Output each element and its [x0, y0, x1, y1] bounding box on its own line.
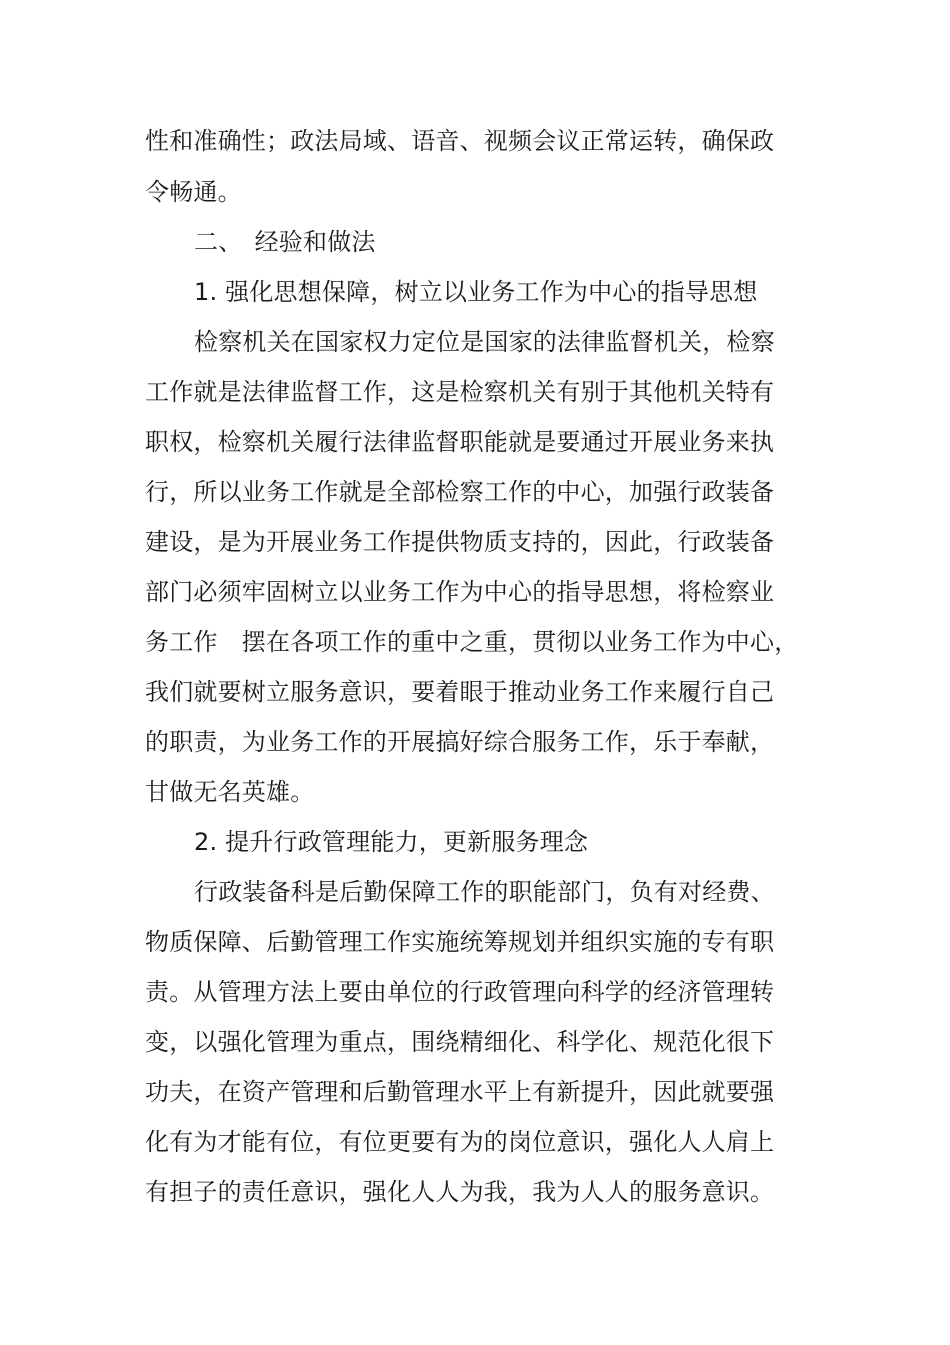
- subsection-heading: 2. 提升行政管理能力，更新服务理念: [194, 828, 589, 856]
- paragraph-line: 检察机关在国家权力定位是国家的法律监督机关，检察: [194, 328, 775, 356]
- paragraph-line: 变，以强化管理为重点，围绕精细化、科学化、规范化很下: [145, 1028, 775, 1056]
- paragraph-line: 有担子的责任意识，强化人人为我，我为人人的服务意识。: [145, 1178, 775, 1206]
- paragraph-line: 责。从管理方法上要由单位的行政管理向科学的经济管理转: [145, 978, 775, 1006]
- paragraph-line: 部门必须牢固树立以业务工作为中心的指导思想，将检察业: [145, 578, 775, 606]
- paragraph-line: 我们就要树立服务意识，要着眼于推动业务工作来履行自己: [145, 678, 775, 706]
- paragraph-line: 功夫，在资产管理和后勤管理水平上有新提升，因此就要强: [145, 1078, 775, 1106]
- paragraph-line: 工作就是法律监督工作，这是检察机关有别于其他机关特有: [145, 378, 775, 406]
- subsection-heading: 1. 强化思想保障，树立以业务工作为中心的指导思想: [194, 278, 758, 306]
- paragraph-line: 化有为才能有位，有位更要有为的岗位意识，强化人人肩上: [145, 1128, 775, 1156]
- paragraph-line: 物质保障、后勤管理工作实施统筹规划并组织实施的专有职: [145, 928, 775, 956]
- paragraph-line: 令畅通。: [145, 178, 242, 206]
- paragraph-line: 甘做无名英雄。: [145, 778, 315, 806]
- paragraph-line: 建设，是为开展业务工作提供物质支持的，因此，行政装备: [145, 528, 775, 556]
- paragraph-line: 行政装备科是后勤保障工作的职能部门，负有对经费、: [194, 878, 775, 906]
- paragraph-line: 务工作 摆在各项工作的重中之重，贯彻以业务工作为中心，: [145, 628, 799, 656]
- section-heading: 二、 经验和做法: [194, 228, 376, 256]
- paragraph-line: 行，所以业务工作就是全部检察工作的中心，加强行政装备: [145, 478, 775, 506]
- paragraph-line: 性和准确性；政法局域、语音、视频会议正常运转，确保政: [145, 127, 775, 155]
- paragraph-line: 的职责，为业务工作的开展搞好综合服务工作，乐于奉献，: [145, 728, 775, 756]
- paragraph-line: 职权，检察机关履行法律监督职能就是要通过开展业务来执: [145, 428, 775, 456]
